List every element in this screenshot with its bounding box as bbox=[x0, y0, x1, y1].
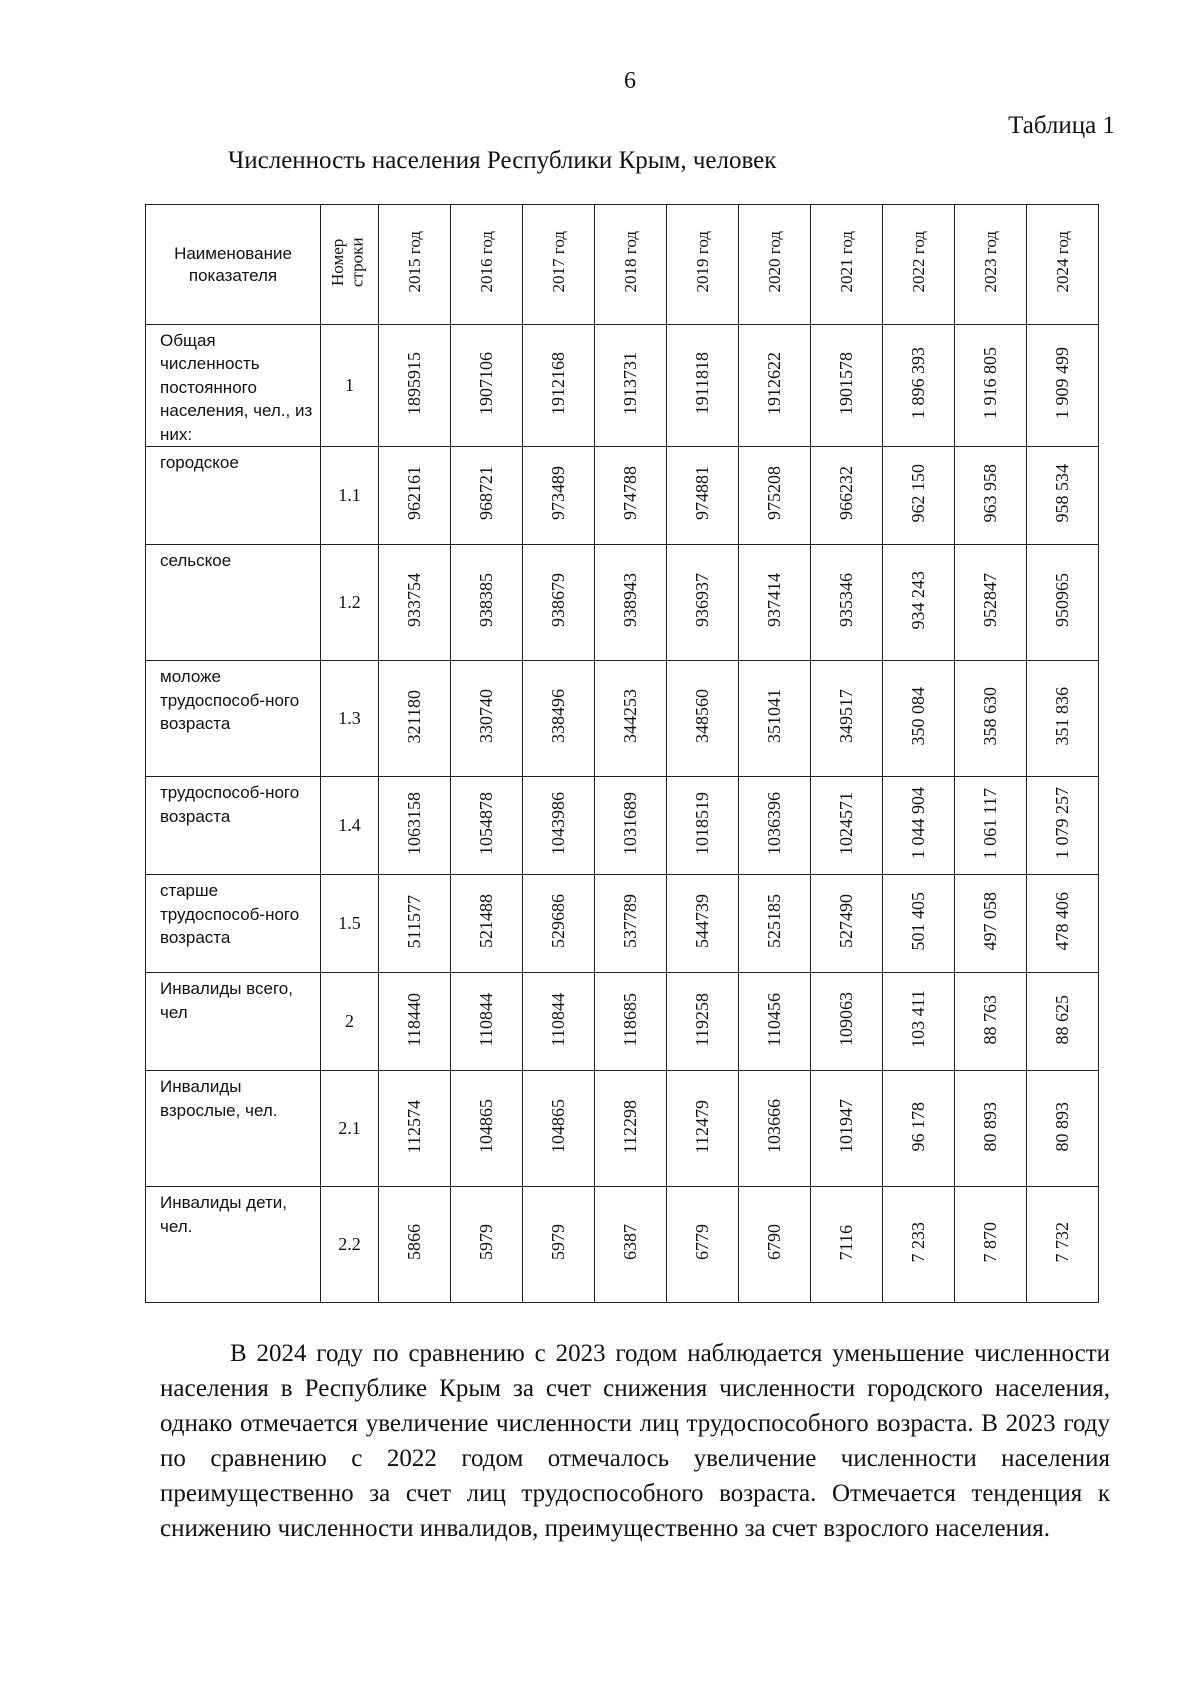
table-cell-value bbox=[595, 447, 667, 545]
row-indicator-name: Инвалиды взрослые, чел. bbox=[146, 1071, 321, 1187]
table-cell-value bbox=[595, 545, 667, 661]
header-row-number: Номер строки bbox=[321, 205, 379, 325]
table-cell-value bbox=[883, 777, 955, 875]
cell-value-text: 1024571 bbox=[836, 791, 856, 855]
cell-value-text: 351 836 bbox=[1052, 687, 1072, 746]
table-row bbox=[146, 661, 1099, 777]
table-label: Таблица 1 bbox=[1008, 112, 1115, 139]
cell-value-text: 497 058 bbox=[980, 892, 1000, 951]
header-year: 2020 год bbox=[739, 205, 811, 325]
cell-value-text: 344253 bbox=[620, 689, 640, 744]
cell-value-text: 1018519 bbox=[692, 791, 712, 855]
cell-value-text: 110844 bbox=[476, 992, 496, 1046]
cell-value-text: 1912622 bbox=[764, 351, 784, 415]
header-year: 2016 год bbox=[451, 205, 523, 325]
header-year: 2024 год bbox=[1027, 205, 1099, 325]
row-number: 1.2 bbox=[321, 545, 379, 661]
table-cell-value bbox=[451, 447, 523, 545]
cell-value-text: 5866 bbox=[404, 1224, 424, 1261]
cell-value-text: 1063158 bbox=[404, 791, 424, 855]
table-cell-value bbox=[667, 661, 739, 777]
table-cell-value bbox=[595, 777, 667, 875]
body-paragraph: В 2024 году по сравнению с 2023 годом наблюдается уменьшение численности населения в Республике Крым за счет снижения численности городского населения, однако отмечается увеличение численности лиц трудоспособного возраста. В 2023 году по сравнению с 2022 годом отмечалось увеличение численности населения преимущественно за счет лиц трудоспособного возраста. Отмечается тенденция к снижению численности инвалидов, преимущественно за счет взрослого населения. bbox=[160, 1340, 1110, 1542]
table-cell-value bbox=[811, 875, 883, 973]
table-row bbox=[146, 875, 1099, 973]
cell-value-text: 1 896 393 bbox=[908, 347, 928, 420]
table-cell-value bbox=[667, 777, 739, 875]
table-cell-value bbox=[883, 973, 955, 1071]
cell-value-text: 1 916 805 bbox=[980, 347, 1000, 420]
cell-value-text: 934 243 bbox=[908, 571, 928, 630]
cell-value-text: 96 178 bbox=[908, 1101, 928, 1152]
table-row bbox=[146, 1187, 1099, 1303]
table-cell-value bbox=[811, 1187, 883, 1303]
row-indicator-name: сельское bbox=[146, 545, 321, 661]
cell-value-text: 529686 bbox=[548, 894, 568, 949]
cell-value-text: 330740 bbox=[476, 689, 496, 744]
table-cell-value bbox=[667, 875, 739, 973]
table-cell-value bbox=[667, 1071, 739, 1187]
table-title: Численность населения Республики Крым, человек bbox=[228, 147, 777, 174]
cell-value-text: 88 625 bbox=[1052, 994, 1072, 1045]
cell-value-text: 973489 bbox=[548, 466, 568, 521]
cell-value-text: 7116 bbox=[836, 1224, 856, 1260]
table-cell-value bbox=[523, 447, 595, 545]
table-cell-value bbox=[667, 447, 739, 545]
table-cell-value bbox=[955, 875, 1027, 973]
table-cell-value bbox=[739, 875, 811, 973]
table-cell-value bbox=[883, 1071, 955, 1187]
population-table bbox=[145, 204, 1099, 1303]
table-cell-value bbox=[451, 777, 523, 875]
cell-value-text: 962161 bbox=[404, 466, 424, 521]
cell-value-text: 933754 bbox=[404, 573, 424, 628]
cell-value-text: 525185 bbox=[764, 894, 784, 949]
table-row bbox=[146, 777, 1099, 875]
cell-value-text: 5979 bbox=[548, 1224, 568, 1261]
cell-value-text: 1911818 bbox=[692, 351, 712, 415]
table-cell-value bbox=[379, 777, 451, 875]
cell-value-text: 1895915 bbox=[404, 351, 424, 415]
table-cell-value bbox=[739, 973, 811, 1071]
cell-value-text: 521488 bbox=[476, 894, 496, 949]
table-cell-value bbox=[1027, 973, 1099, 1071]
cell-value-text: 938385 bbox=[476, 573, 496, 628]
cell-value-text: 527490 bbox=[836, 894, 856, 949]
table-cell-value bbox=[1027, 447, 1099, 545]
table-cell-value bbox=[595, 661, 667, 777]
header-year: 2015 год bbox=[379, 205, 451, 325]
row-indicator-name: Инвалиды всего, чел bbox=[146, 973, 321, 1071]
table-cell-value bbox=[739, 777, 811, 875]
cell-value-text: 537789 bbox=[620, 894, 640, 949]
row-indicator-name: трудоспособ-ного возраста bbox=[146, 777, 321, 875]
table-cell-value bbox=[595, 325, 667, 447]
cell-value-text: 544739 bbox=[692, 894, 712, 949]
table-cell-value bbox=[451, 1187, 523, 1303]
cell-value-text: 511577 bbox=[404, 894, 424, 948]
table-cell-value bbox=[883, 545, 955, 661]
cell-value-text: 975208 bbox=[764, 466, 784, 521]
cell-value-text: 478 406 bbox=[1052, 892, 1072, 951]
cell-value-text: 118685 bbox=[620, 992, 640, 1046]
table-cell-value bbox=[883, 875, 955, 973]
cell-value-text: 112574 bbox=[404, 1099, 424, 1153]
cell-value-text: 104865 bbox=[476, 1099, 496, 1154]
cell-value-text: 5979 bbox=[476, 1224, 496, 1261]
cell-value-text: 110456 bbox=[764, 992, 784, 1046]
header-year: 2021 год bbox=[811, 205, 883, 325]
cell-value-text: 1912168 bbox=[548, 351, 568, 415]
table-cell-value bbox=[739, 1071, 811, 1187]
table-cell-value bbox=[379, 973, 451, 1071]
page-number: 6 bbox=[624, 68, 636, 94]
cell-value-text: 338496 bbox=[548, 689, 568, 744]
table-cell-value bbox=[955, 777, 1027, 875]
cell-value-text: 7 233 bbox=[908, 1222, 928, 1263]
row-indicator-name: старше трудоспособ-ного возраста bbox=[146, 875, 321, 973]
row-number: 1.3 bbox=[321, 661, 379, 777]
cell-value-text: 321180 bbox=[404, 689, 424, 743]
table-cell-value bbox=[667, 973, 739, 1071]
cell-value-text: 936937 bbox=[692, 573, 712, 628]
cell-value-text: 1031689 bbox=[620, 791, 640, 855]
table-cell-value bbox=[811, 545, 883, 661]
cell-value-text: 950965 bbox=[1052, 573, 1072, 628]
row-indicator-name: Инвалиды дети, чел. bbox=[146, 1187, 321, 1303]
cell-value-text: 958 534 bbox=[1052, 464, 1072, 523]
table-cell-value bbox=[739, 447, 811, 545]
table-cell-value bbox=[523, 973, 595, 1071]
table-cell-value bbox=[379, 447, 451, 545]
table-cell-value bbox=[451, 1071, 523, 1187]
cell-value-text: 110844 bbox=[548, 992, 568, 1046]
table-cell-value bbox=[1027, 545, 1099, 661]
table-cell-value bbox=[883, 325, 955, 447]
cell-value-text: 1 909 499 bbox=[1052, 347, 1072, 420]
table-cell-value bbox=[451, 325, 523, 447]
cell-value-text: 938943 bbox=[620, 573, 640, 628]
cell-value-text: 6779 bbox=[692, 1224, 712, 1261]
cell-value-text: 80 893 bbox=[980, 1101, 1000, 1152]
row-number: 1 bbox=[321, 325, 379, 447]
table-cell-value bbox=[811, 325, 883, 447]
table-cell-value bbox=[883, 447, 955, 545]
row-indicator-name: городское bbox=[146, 447, 321, 545]
table-cell-value bbox=[1027, 1071, 1099, 1187]
table-cell-value bbox=[811, 973, 883, 1071]
table-cell-value bbox=[955, 661, 1027, 777]
cell-value-text: 118440 bbox=[404, 992, 424, 1046]
header-indicator-name: Наименование показателя bbox=[146, 205, 321, 325]
table-cell-value bbox=[451, 973, 523, 1071]
table-cell-value bbox=[451, 661, 523, 777]
cell-value-text: 938679 bbox=[548, 573, 568, 628]
cell-value-text: 1043986 bbox=[548, 791, 568, 855]
cell-value-text: 974881 bbox=[692, 466, 712, 521]
cell-value-text: 937414 bbox=[764, 573, 784, 628]
table-cell-value bbox=[523, 325, 595, 447]
cell-value-text: 88 763 bbox=[980, 994, 1000, 1045]
cell-value-text: 101947 bbox=[836, 1099, 856, 1154]
table-cell-value bbox=[523, 1187, 595, 1303]
table-row bbox=[146, 325, 1099, 447]
cell-value-text: 962 150 bbox=[908, 464, 928, 523]
cell-value-text: 7 732 bbox=[1052, 1222, 1072, 1263]
table-row bbox=[146, 1071, 1099, 1187]
table-row bbox=[146, 447, 1099, 545]
table-cell-value bbox=[955, 1071, 1027, 1187]
cell-value-text: 7 870 bbox=[980, 1222, 1000, 1263]
table-cell-value bbox=[739, 1187, 811, 1303]
table-cell-value bbox=[883, 661, 955, 777]
cell-value-text: 119258 bbox=[692, 992, 712, 1046]
table-cell-value bbox=[955, 447, 1027, 545]
table-cell-value bbox=[667, 545, 739, 661]
table-cell-value bbox=[1027, 777, 1099, 875]
cell-value-text: 103 411 bbox=[908, 990, 928, 1049]
table-cell-value bbox=[379, 325, 451, 447]
row-number: 2 bbox=[321, 973, 379, 1071]
table-cell-value bbox=[955, 545, 1027, 661]
cell-value-text: 109063 bbox=[836, 992, 856, 1047]
cell-value-text: 1054878 bbox=[476, 791, 496, 855]
cell-value-text: 112298 bbox=[620, 1099, 640, 1153]
table-cell-value bbox=[811, 777, 883, 875]
cell-value-text: 104865 bbox=[548, 1099, 568, 1154]
table-cell-value bbox=[379, 1071, 451, 1187]
cell-value-text: 1036396 bbox=[764, 791, 784, 855]
cell-value-text: 349517 bbox=[836, 689, 856, 744]
cell-value-text: 966232 bbox=[836, 466, 856, 521]
table-cell-value bbox=[451, 545, 523, 661]
row-indicator-name: Общая численность постоянного населения, чел., из них: bbox=[146, 325, 321, 447]
cell-value-text: 952847 bbox=[980, 573, 1000, 628]
table-cell-value bbox=[739, 325, 811, 447]
cell-value-text: 351041 bbox=[764, 689, 784, 744]
table-cell-value bbox=[955, 973, 1027, 1071]
table-cell-value bbox=[523, 661, 595, 777]
cell-value-text: 1 079 257 bbox=[1052, 787, 1072, 860]
table-cell-value bbox=[523, 545, 595, 661]
row-number: 2.1 bbox=[321, 1071, 379, 1187]
table-header-row bbox=[146, 205, 1099, 325]
table-cell-value bbox=[811, 661, 883, 777]
table-cell-value bbox=[1027, 325, 1099, 447]
table-cell-value bbox=[883, 1187, 955, 1303]
table-cell-value bbox=[595, 1071, 667, 1187]
row-number: 2.2 bbox=[321, 1187, 379, 1303]
table-cell-value bbox=[1027, 1187, 1099, 1303]
cell-value-text: 348560 bbox=[692, 689, 712, 744]
header-year: 2022 год bbox=[883, 205, 955, 325]
table-cell-value bbox=[955, 325, 1027, 447]
table-cell-value bbox=[1027, 875, 1099, 973]
table-cell-value bbox=[451, 875, 523, 973]
table-cell-value bbox=[667, 1187, 739, 1303]
cell-value-text: 935346 bbox=[836, 573, 856, 628]
cell-value-text: 112479 bbox=[692, 1099, 712, 1153]
header-year: 2017 год bbox=[523, 205, 595, 325]
cell-value-text: 1913731 bbox=[620, 351, 640, 415]
cell-value-text: 501 405 bbox=[908, 892, 928, 951]
header-year: 2019 год bbox=[667, 205, 739, 325]
cell-value-text: 6387 bbox=[620, 1224, 640, 1261]
cell-value-text: 1 061 117 bbox=[980, 787, 1000, 859]
cell-value-text: 1 044 904 bbox=[908, 787, 928, 860]
table-cell-value bbox=[739, 545, 811, 661]
cell-value-text: 968721 bbox=[476, 466, 496, 521]
table-cell-value bbox=[1027, 661, 1099, 777]
table-cell-value bbox=[523, 777, 595, 875]
table-cell-value bbox=[955, 1187, 1027, 1303]
row-number: 1.4 bbox=[321, 777, 379, 875]
cell-value-text: 1907106 bbox=[476, 351, 496, 415]
header-year: 2018 год bbox=[595, 205, 667, 325]
cell-value-text: 6790 bbox=[764, 1224, 784, 1261]
row-number: 1.1 bbox=[321, 447, 379, 545]
table-cell-value bbox=[379, 875, 451, 973]
table-cell-value bbox=[379, 661, 451, 777]
cell-value-text: 358 630 bbox=[980, 687, 1000, 746]
table-row bbox=[146, 973, 1099, 1071]
table-cell-value bbox=[595, 973, 667, 1071]
header-year: 2023 год bbox=[955, 205, 1027, 325]
table-cell-value bbox=[811, 447, 883, 545]
table-cell-value bbox=[739, 661, 811, 777]
table-cell-value bbox=[667, 325, 739, 447]
table-cell-value bbox=[379, 545, 451, 661]
cell-value-text: 974788 bbox=[620, 466, 640, 521]
table-cell-value bbox=[523, 1071, 595, 1187]
table-cell-value bbox=[379, 1187, 451, 1303]
cell-value-text: 963 958 bbox=[980, 464, 1000, 523]
table-cell-value bbox=[595, 875, 667, 973]
table-cell-value bbox=[523, 875, 595, 973]
cell-value-text: 80 893 bbox=[1052, 1101, 1072, 1152]
table-cell-value bbox=[595, 1187, 667, 1303]
cell-value-text: 103666 bbox=[764, 1099, 784, 1154]
cell-value-text: 1901578 bbox=[836, 351, 856, 415]
row-number: 1.5 bbox=[321, 875, 379, 973]
table-row bbox=[146, 545, 1099, 661]
cell-value-text: 350 084 bbox=[908, 687, 928, 746]
table-cell-value bbox=[811, 1071, 883, 1187]
row-indicator-name: моложе трудоспособ-ного возраста bbox=[146, 661, 321, 777]
